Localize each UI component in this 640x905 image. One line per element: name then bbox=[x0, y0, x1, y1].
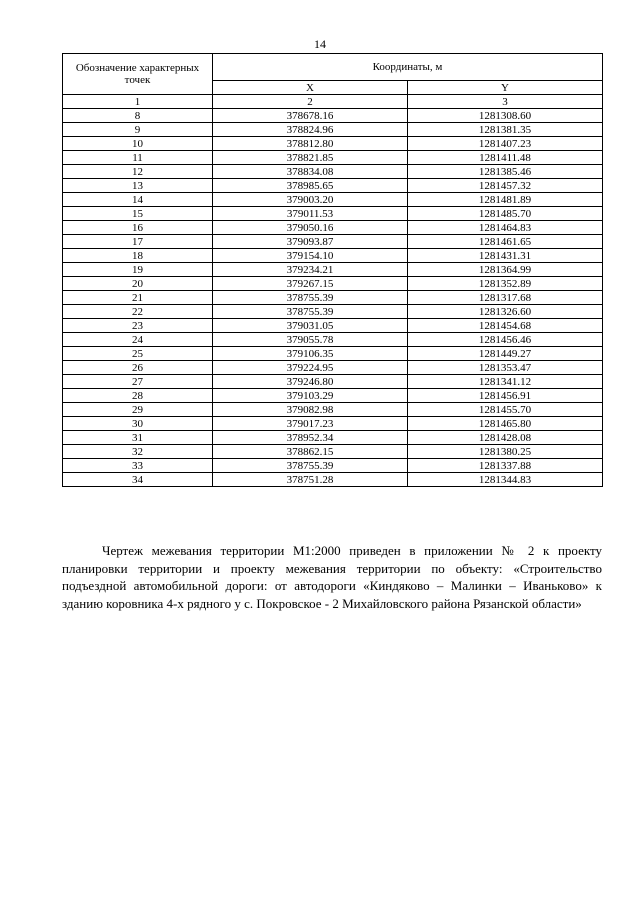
table-row bbox=[63, 459, 603, 473]
x-cell: 379031.05 bbox=[213, 319, 408, 333]
x-cell: 379003.20 bbox=[213, 193, 408, 207]
y-cell: 1281353.47 bbox=[408, 361, 603, 375]
y-cell: 1281485.70 bbox=[408, 207, 603, 221]
point-cell: 11 bbox=[63, 151, 213, 165]
x-cell: 378755.39 bbox=[213, 459, 408, 473]
y-cell: 1281326.60 bbox=[408, 305, 603, 319]
point-cell: 26 bbox=[63, 361, 213, 375]
y-cell: 1281344.83 bbox=[408, 473, 603, 487]
point-cell: 28 bbox=[63, 389, 213, 403]
table-row bbox=[63, 319, 603, 333]
table-header-row bbox=[63, 54, 603, 81]
table-row bbox=[63, 123, 603, 137]
y-cell: 1281385.46 bbox=[408, 165, 603, 179]
x-cell: 379082.98 bbox=[213, 403, 408, 417]
x-cell: 379267.15 bbox=[213, 277, 408, 291]
point-cell: 30 bbox=[63, 417, 213, 431]
point-cell: 16 bbox=[63, 221, 213, 235]
table-row bbox=[63, 431, 603, 445]
point-cell: 25 bbox=[63, 347, 213, 361]
y-cell: 1281341.12 bbox=[408, 375, 603, 389]
table-numbering-row bbox=[63, 95, 603, 109]
point-cell: 9 bbox=[63, 123, 213, 137]
y-cell: 1281465.80 bbox=[408, 417, 603, 431]
point-cell: 14 bbox=[63, 193, 213, 207]
point-cell: 13 bbox=[63, 179, 213, 193]
y-cell: 1281337.88 bbox=[408, 459, 603, 473]
table-row bbox=[63, 193, 603, 207]
table-row bbox=[63, 137, 603, 151]
table-row bbox=[63, 291, 603, 305]
x-cell: 378678.16 bbox=[213, 109, 408, 123]
x-cell: 379055.78 bbox=[213, 333, 408, 347]
header-x: X bbox=[213, 81, 408, 95]
table-row bbox=[63, 235, 603, 249]
x-cell: 379234.21 bbox=[213, 263, 408, 277]
point-cell: 10 bbox=[63, 137, 213, 151]
table-row bbox=[63, 221, 603, 235]
point-cell: 22 bbox=[63, 305, 213, 319]
y-cell: 1281481.89 bbox=[408, 193, 603, 207]
y-cell: 1281456.91 bbox=[408, 389, 603, 403]
y-cell: 1281411.48 bbox=[408, 151, 603, 165]
point-cell: 21 bbox=[63, 291, 213, 305]
table-row bbox=[63, 249, 603, 263]
table-row bbox=[63, 333, 603, 347]
y-cell: 1281456.46 bbox=[408, 333, 603, 347]
x-cell: 378952.34 bbox=[213, 431, 408, 445]
y-cell: 1281352.89 bbox=[408, 277, 603, 291]
x-cell: 379154.10 bbox=[213, 249, 408, 263]
table-row bbox=[63, 165, 603, 179]
x-cell: 379093.87 bbox=[213, 235, 408, 249]
point-cell: 31 bbox=[63, 431, 213, 445]
table-row bbox=[63, 277, 603, 291]
y-cell: 1281464.83 bbox=[408, 221, 603, 235]
point-cell: 18 bbox=[63, 249, 213, 263]
point-cell: 15 bbox=[63, 207, 213, 221]
point-cell: 32 bbox=[63, 445, 213, 459]
header-coords: Координаты, м bbox=[213, 54, 603, 81]
coordinates-table bbox=[62, 53, 603, 487]
x-cell: 378985.65 bbox=[213, 179, 408, 193]
x-cell: 379224.95 bbox=[213, 361, 408, 375]
table-row bbox=[63, 417, 603, 431]
x-cell: 378834.08 bbox=[213, 165, 408, 179]
y-cell: 1281455.70 bbox=[408, 403, 603, 417]
header-points: Обозначение характерных точек bbox=[63, 54, 213, 95]
x-cell: 379050.16 bbox=[213, 221, 408, 235]
table-row bbox=[63, 263, 603, 277]
y-cell: 1281380.25 bbox=[408, 445, 603, 459]
y-cell: 1281431.31 bbox=[408, 249, 603, 263]
y-cell: 1281454.68 bbox=[408, 319, 603, 333]
x-cell: 379011.53 bbox=[213, 207, 408, 221]
y-cell: 1281449.27 bbox=[408, 347, 603, 361]
table-row bbox=[63, 361, 603, 375]
numbering-cell: 3 bbox=[408, 95, 603, 109]
point-cell: 19 bbox=[63, 263, 213, 277]
page-number: 14 bbox=[314, 37, 326, 51]
y-cell: 1281407.23 bbox=[408, 137, 603, 151]
table-row bbox=[63, 179, 603, 193]
point-cell: 34 bbox=[63, 473, 213, 487]
y-cell: 1281457.32 bbox=[408, 179, 603, 193]
table-row bbox=[63, 375, 603, 389]
x-cell: 379246.80 bbox=[213, 375, 408, 389]
y-cell: 1281364.99 bbox=[408, 263, 603, 277]
point-cell: 33 bbox=[63, 459, 213, 473]
point-cell: 17 bbox=[63, 235, 213, 249]
table-row bbox=[63, 473, 603, 487]
table-body bbox=[63, 109, 603, 487]
table-row bbox=[63, 109, 603, 123]
table-row bbox=[63, 347, 603, 361]
point-cell: 27 bbox=[63, 375, 213, 389]
x-cell: 379017.23 bbox=[213, 417, 408, 431]
x-cell: 378812.80 bbox=[213, 137, 408, 151]
x-cell: 378862.15 bbox=[213, 445, 408, 459]
x-cell: 379106.35 bbox=[213, 347, 408, 361]
y-cell: 1281428.08 bbox=[408, 431, 603, 445]
table-row bbox=[63, 305, 603, 319]
y-cell: 1281308.60 bbox=[408, 109, 603, 123]
numbering-cell: 1 bbox=[63, 95, 213, 109]
y-cell: 1281461.65 bbox=[408, 235, 603, 249]
x-cell: 378821.85 bbox=[213, 151, 408, 165]
point-cell: 23 bbox=[63, 319, 213, 333]
note-paragraph bbox=[62, 542, 602, 612]
point-cell: 24 bbox=[63, 333, 213, 347]
point-cell: 20 bbox=[63, 277, 213, 291]
table-row bbox=[63, 445, 603, 459]
table-row bbox=[63, 151, 603, 165]
x-cell: 378824.96 bbox=[213, 123, 408, 137]
y-cell: 1281381.35 bbox=[408, 123, 603, 137]
numbering-cell: 2 bbox=[213, 95, 408, 109]
header-y: Y bbox=[408, 81, 603, 95]
table-row bbox=[63, 389, 603, 403]
point-cell: 12 bbox=[63, 165, 213, 179]
x-cell: 378755.39 bbox=[213, 291, 408, 305]
x-cell: 379103.29 bbox=[213, 389, 408, 403]
x-cell: 378751.28 bbox=[213, 473, 408, 487]
point-cell: 8 bbox=[63, 109, 213, 123]
point-cell: 29 bbox=[63, 403, 213, 417]
table-row bbox=[63, 207, 603, 221]
table-row bbox=[63, 403, 603, 417]
note-text: Чертеж межевания территории М1:2000 приведен в приложении № 2 к проекту планировки территории и проекту межевания территории по объекту: «Строительство подъездной автомобильной дороги: от автодороги «Киндяково – Малинки – Иваньково» к зданию коровника 4-х рядного у с. Покровское - 2 Михайловского района Рязанской области» bbox=[62, 543, 602, 611]
x-cell: 378755.39 bbox=[213, 305, 408, 319]
y-cell: 1281317.68 bbox=[408, 291, 603, 305]
